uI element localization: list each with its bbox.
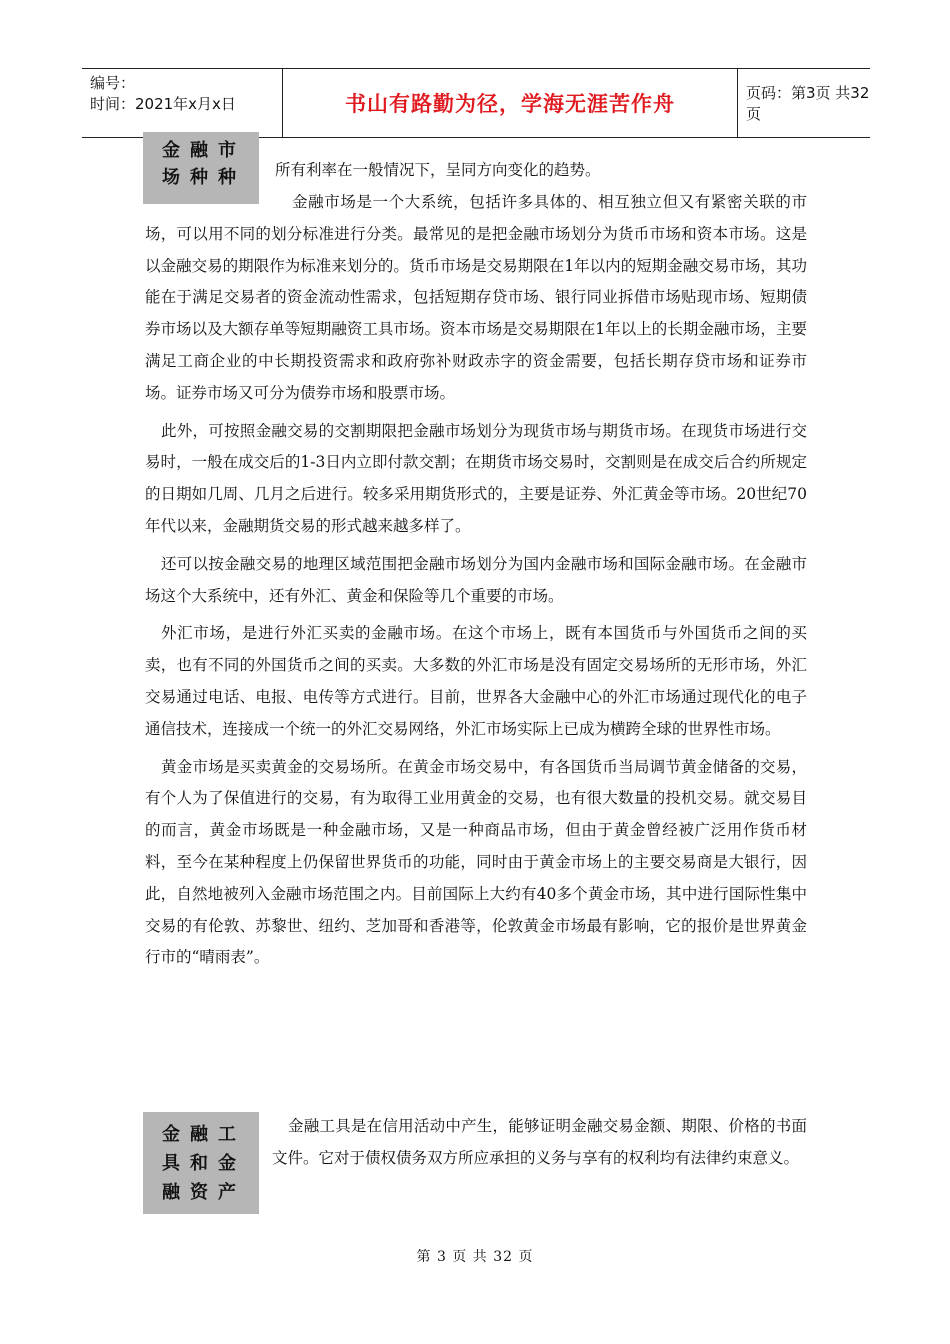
section-label-line: 具和金	[162, 1153, 246, 1174]
paragraph: 所有利率在一般情况下，呈同方向变化的趋势。	[275, 161, 601, 179]
document-date-label: 时间：2021年x月x日	[90, 95, 236, 113]
financial-instruments-text	[272, 1111, 807, 1175]
paragraph: 外汇市场，是进行外汇买卖的金融市场。在这个市场上，既有本国货币与外国货币之间的买卖，也有不同的外国货币之间的买卖。大多数的外汇市场是没有固定交易场所的无形市场，外汇交易通过电话、电报、电传等方式进行。目前，世界各大金融中心的外汇市场通过现代化的电子通信技术，连接成一个统一的外汇交易网络，外汇市场实际上已成为横跨全球的世界性市场。	[145, 624, 807, 738]
footer-page-number: 第 3 页 共 32 页	[416, 1249, 534, 1265]
paragraph: 此外，可按照金融交易的交割期限把金融市场划分为现货市场与期货市场。在现货市场进行交易时，一般在成交后的1-3日内立即付款交割；在期货市场交易时，交割则是在成交后合约所规定的日期如几周、几月之后进行。较多采用期货形式的，主要是证券、外汇黄金等市场。20世纪70年代以来，金融期货交易的形式越来越多样了。	[145, 421, 807, 535]
header-page-info: 页码：第3页 共32页	[746, 84, 870, 123]
continued-first-line	[275, 155, 835, 187]
header-slogan-cell	[282, 69, 738, 137]
paragraph: 黄金市场是买卖黄金的交易场所。在黄金市场交易中，有各国货币当局调节黄金储备的交易，有个人为了保值进行的交易，有为取得工业用黄金的交易，也有很大数量的投机交易。就交易目的而言，黄金市场既是一种金融市场，又是一种商品市场，但由于黄金曾经被广泛用作货币材料，至今在某种程度上仍保留世界货币的功能，同时由于黄金市场上的主要交易商是大银行，因此，自然地被列入金融市场范围之内。目前国际上大约有40多个黄金市场，其中进行国际性集中交易的有伦敦、苏黎世、纽约、芝加哥和香港等，伦敦黄金市场最有影响，它的报价是世界黄金行市的“晴雨表”。	[145, 757, 807, 967]
paragraph: 金融市场是一个大系统，包括许多具体的、相互独立但又有紧密关联的市场，可以用不同的划分标准进行分类。最常见的是把金融市场划分为货币市场和资本市场。这是以金融交易的期限作为标准来划分的。货币市场是交易期限在1年以内的短期金融交易市场，其功能在于满足交易者的资金流动性需求，包括短期存贷市场、银行同业拆借市场贴现市场、短期债券市场以及大额存单等短期融资工具市场。资本市场是交易期限在1年以上的长期金融市场，主要满足工商企业的中长期投资需求和政府弥补财政赤字的资金需要，包括长期存贷市场和证券市场。证券市场又可分为债券市场和股票市场。	[145, 193, 807, 402]
page-header	[82, 68, 870, 138]
section-label-line: 金融工	[162, 1124, 246, 1145]
page-footer	[0, 1246, 950, 1266]
header-right-cell	[738, 69, 870, 137]
section-label-line: 融资产	[162, 1182, 246, 1203]
header-left-cell	[82, 69, 282, 137]
section-label-financial-instruments	[143, 1112, 259, 1214]
header-slogan: 书山有路勤为径，学海无涯苦作舟	[345, 92, 675, 116]
main-body-text	[145, 187, 807, 974]
section-label-line: 场种种	[162, 167, 246, 188]
section-label-line: 金融市	[162, 140, 246, 161]
document-number-label: 编号：	[90, 74, 136, 92]
paragraph: 金融工具是在信用活动中产生，能够证明金融交易金额、期限、价格的书面文件。它对于债权债务双方所应承担的义务与享有的权利均有法律约束意义。	[272, 1117, 807, 1167]
paragraph: 还可以按金融交易的地理区域范围把金融市场划分为国内金融市场和国际金融市场。在金融市场这个大系统中，还有外汇、黄金和保险等几个重要的市场。	[145, 554, 807, 605]
